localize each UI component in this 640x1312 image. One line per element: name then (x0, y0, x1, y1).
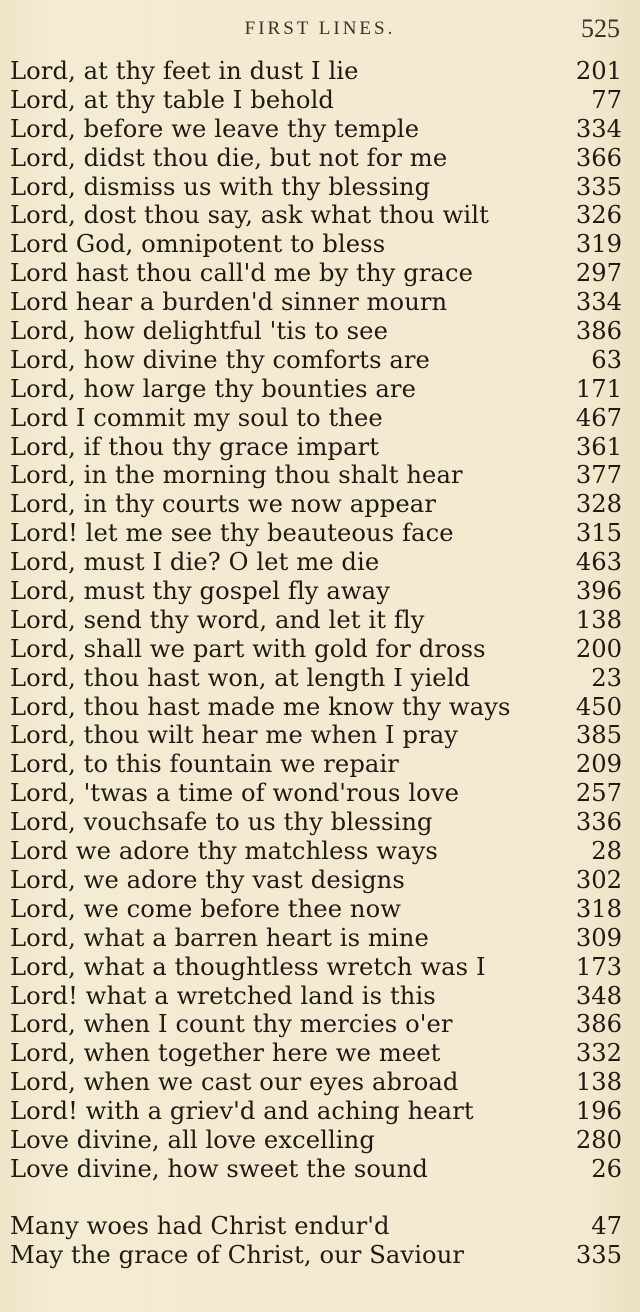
first-line-text: Lord, when I count thy mercies o'er (10, 1010, 453, 1039)
first-line-text: Lord, vouchsafe to us thy blessing (10, 808, 433, 837)
hymn-number: 63 (591, 345, 622, 374)
first-line-text: Lord, in the morning thou shalt hear (10, 461, 463, 490)
first-line-text: Lord, must thy gospel fly away (10, 577, 390, 606)
index-entry (10, 953, 622, 982)
hymn-number: 335 (575, 172, 622, 201)
index-entry (10, 1212, 622, 1241)
hymn-number: 361 (575, 432, 622, 461)
index-entry (10, 201, 622, 230)
hymn-number: 26 (591, 1154, 622, 1183)
hymn-number: 334 (575, 114, 622, 143)
hymn-number: 326 (575, 201, 622, 230)
group-spacer (10, 1184, 622, 1212)
index-entry (10, 866, 622, 895)
index-entry (10, 895, 622, 924)
hymn-number: 77 (591, 85, 622, 114)
first-line-text: Lord, didst thou die, but not for me (10, 143, 448, 172)
index-entry (10, 317, 622, 346)
first-line-text: Lord, must I die? O let me die (10, 548, 380, 577)
hymn-number: 302 (575, 865, 622, 894)
index-entry (10, 1068, 622, 1097)
first-line-text: Lord, at thy table I behold (10, 85, 334, 114)
index-entry (10, 982, 622, 1011)
hymn-number: 309 (575, 923, 622, 952)
first-line-text: Lord! with a griev'd and aching heart (10, 1097, 474, 1126)
index-entry (10, 635, 622, 664)
index-entry (10, 664, 622, 693)
first-line-text: Lord! what a wretched land is this (10, 981, 436, 1010)
index-entry (10, 404, 622, 433)
first-line-text: Lord, what a barren heart is mine (10, 923, 429, 952)
index-entry (10, 375, 622, 404)
hymn-number: 280 (575, 1125, 622, 1154)
hymn-number: 173 (575, 952, 622, 981)
first-line-text: Lord! let me see thy beauteous face (10, 519, 454, 548)
index-entry (10, 1097, 622, 1126)
first-line-text: Lord I commit my soul to thee (10, 403, 383, 432)
hymn-number: 385 (575, 721, 622, 750)
first-line-text: Lord, send thy word, and let it fly (10, 605, 425, 634)
first-line-text: Lord hear a burden'd sinner mourn (10, 288, 448, 317)
first-line-text: Lord hast thou call'd me by thy grace (10, 259, 474, 288)
first-line-text: Lord, in thy courts we now appear (10, 490, 436, 519)
first-line-text: Lord, dost thou say, ask what thou wilt (10, 201, 489, 230)
hymn-number: 200 (575, 634, 622, 663)
first-line-text: Lord, at thy feet in dust I lie (10, 57, 359, 85)
hymn-number: 201 (575, 57, 622, 85)
index-entry (10, 721, 622, 750)
hymn-number: 328 (575, 490, 622, 519)
index-entry (10, 1126, 622, 1155)
running-head-title: FIRST LINES. (244, 18, 396, 39)
hymn-number: 319 (575, 230, 622, 259)
hymn-number: 463 (575, 548, 622, 577)
index-entry (10, 1241, 622, 1270)
hymn-number: 171 (575, 374, 622, 403)
hymn-number: 366 (575, 143, 622, 172)
first-line-text: Many woes had Christ endur'd (10, 1211, 390, 1240)
index-entry (10, 173, 622, 202)
hymn-number: 450 (575, 692, 622, 721)
index-entry (10, 837, 622, 866)
index-entry (10, 86, 622, 115)
first-line-text: Lord God, omnipotent to bless (10, 230, 386, 259)
index-entry (10, 548, 622, 577)
first-line-text: Lord, we adore thy vast designs (10, 865, 405, 894)
hymn-number: 334 (575, 288, 622, 317)
hymn-number: 336 (575, 808, 622, 837)
index-entry (10, 461, 622, 490)
index-entry (10, 1039, 622, 1068)
page-header (0, 14, 640, 44)
first-lines-index (10, 57, 622, 1270)
hymn-number: 386 (575, 1010, 622, 1039)
first-line-text: Lord, how large thy bounties are (10, 374, 417, 403)
index-entry (10, 750, 622, 779)
hymn-number: 28 (591, 837, 622, 866)
hymn-number: 396 (575, 577, 622, 606)
first-line-text: May the grace of Christ, our Saviour (10, 1240, 465, 1269)
index-entry (10, 1010, 622, 1039)
index-entry (10, 346, 622, 375)
hymn-number: 209 (575, 750, 622, 779)
first-line-text: Lord, 'twas a time of wond'rous love (10, 779, 460, 808)
hymn-number: 138 (575, 605, 622, 634)
index-entry (10, 519, 622, 548)
first-line-text: Lord, shall we part with gold for dross (10, 634, 486, 663)
hymn-number: 318 (575, 894, 622, 923)
hymn-number: 332 (575, 1039, 622, 1068)
hymn-number: 335 (575, 1240, 622, 1269)
first-line-text: Lord we adore thy matchless ways (10, 837, 438, 866)
hymn-number: 47 (591, 1211, 622, 1240)
index-entry (10, 924, 622, 953)
first-line-text: Lord, what a thoughtless wretch was I (10, 952, 486, 981)
index-entry (10, 577, 622, 606)
hymn-number: 315 (575, 519, 622, 548)
index-entry (10, 779, 622, 808)
index-entry (10, 115, 622, 144)
index-entry (10, 808, 622, 837)
first-line-text: Lord, thou hast won, at length I yield (10, 663, 471, 692)
hymn-number: 348 (575, 981, 622, 1010)
hymn-number: 196 (575, 1097, 622, 1126)
index-entry (10, 693, 622, 722)
first-line-text: Lord, thou wilt hear me when I pray (10, 721, 458, 750)
index-entry (10, 1155, 622, 1184)
first-line-text: Lord, dismiss us with thy blessing (10, 172, 431, 201)
index-entry (10, 288, 622, 317)
index-entry (10, 57, 622, 86)
first-line-text: Lord, we come before thee now (10, 894, 402, 923)
index-entry (10, 144, 622, 173)
index-entry (10, 490, 622, 519)
hymn-number: 297 (575, 259, 622, 288)
first-line-text: Lord, before we leave thy temple (10, 114, 420, 143)
first-line-text: Lord, thou hast made me know thy ways (10, 692, 511, 721)
index-entry (10, 230, 622, 259)
index-entry (10, 606, 622, 635)
index-entry (10, 259, 622, 288)
hymn-number: 138 (575, 1068, 622, 1097)
first-line-text: Lord, to this fountain we repair (10, 750, 399, 779)
hymn-number: 386 (575, 317, 622, 346)
hymn-number: 377 (575, 461, 622, 490)
first-line-text: Love divine, all love excelling (10, 1125, 375, 1154)
index-entry (10, 433, 622, 462)
page-number: 525 (581, 14, 620, 43)
first-line-text: Lord, when together here we meet (10, 1039, 441, 1068)
first-line-text: Lord, when we cast our eyes abroad (10, 1068, 459, 1097)
hymn-number: 23 (591, 663, 622, 692)
first-line-text: Lord, how delightful 'tis to see (10, 317, 388, 346)
hymn-number: 467 (575, 403, 622, 432)
first-line-text: Love divine, how sweet the sound (10, 1154, 428, 1183)
first-line-text: Lord, if thou thy grace impart (10, 432, 380, 461)
first-line-text: Lord, how divine thy comforts are (10, 345, 430, 374)
hymn-number: 257 (575, 779, 622, 808)
